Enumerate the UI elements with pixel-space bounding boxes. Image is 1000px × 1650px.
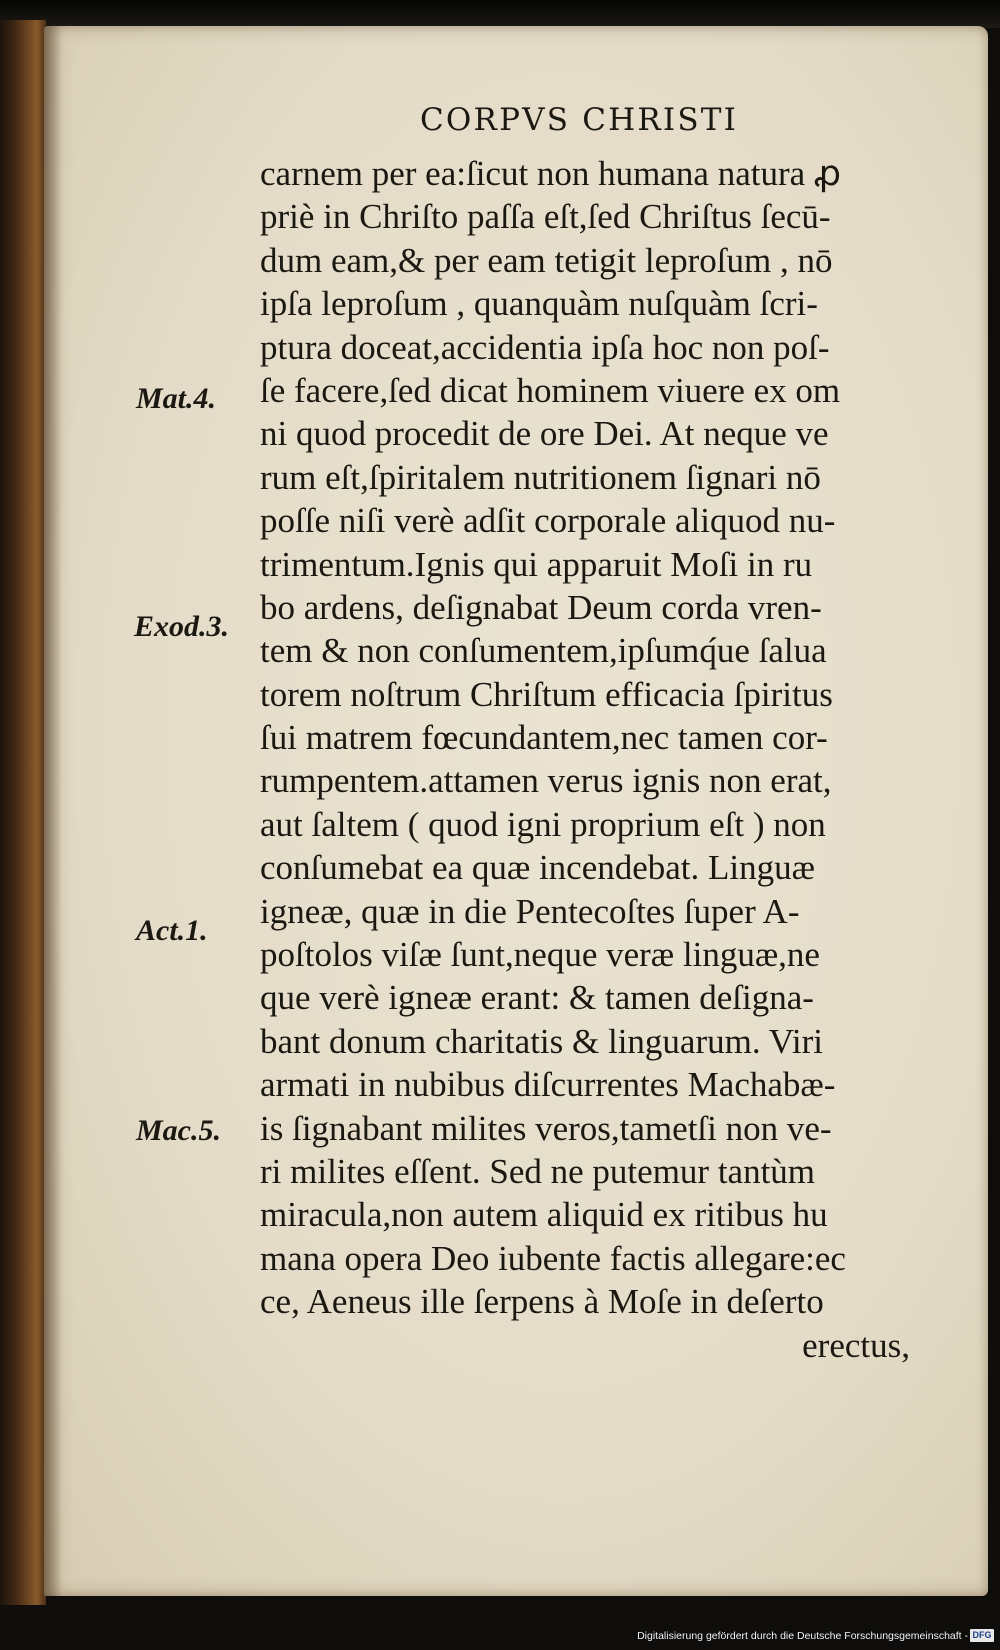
funding-credit: Digitalisierung gefördert durch die Deutsche Forschungsgemeinschaft - — [637, 1630, 968, 1642]
text-line: conſumebat ea quæ incendebat. Linguæ — [260, 848, 815, 888]
text-line: poſſe niſi verè adſit corporale aliquod nu- — [260, 501, 836, 541]
text-line: ſui matrem fœcundantem,nec tamen cor- — [260, 718, 828, 758]
text-line: que verè igneæ erant: & tamen deſigna- — [260, 978, 814, 1018]
text-line: ri milites eſſent. Sed ne putemur tantùm — [260, 1151, 816, 1191]
text-line: rum eſt,ſpiritalem nutritionem ſignari nō — [260, 457, 821, 497]
text-line: trimentum.Ignis qui apparuit Moſi in ru — [260, 544, 813, 584]
text-line: ptura doceat,accidentia ipſa hoc non poſ- — [260, 327, 830, 367]
text-line: ſe facere,ſed dicat hominem viuere ex om — [260, 370, 841, 410]
text-line: igneæ, quæ in die Pentecoſtes ſuper A- — [260, 891, 800, 931]
catchword-line: erectus, — [802, 1325, 910, 1365]
running-head: CORPVS CHRISTI — [420, 102, 739, 138]
text-line: ipſa leproſum , quanquàm nuſquàm ſcri- — [260, 284, 818, 324]
text-line: aut ſaltem ( quod igni proprium eſt ) non — [260, 804, 826, 844]
text-line: is ſignabant milites veros,tametſi non ve- — [260, 1108, 832, 1148]
text-line: tem & non conſumentem,ipſumq́ue ſalua — [260, 631, 827, 671]
text-line: carnem per ea:ſicut non humana natura ꝓ — [260, 154, 842, 193]
marginal-note-maccabees: Mac.5. — [136, 1114, 221, 1147]
text-line: miracula,non autem aliquid ex ritibus hu — [260, 1195, 828, 1235]
gutter-shadow — [44, 26, 62, 1596]
text-line: torem noſtrum Chriſtum efficacia ſpiritus — [260, 674, 833, 714]
text-line: armati in nubibus diſcurrentes Machabæ- — [260, 1065, 836, 1105]
text-line: dum eam,& per eam tetigit leproſum , nō — [260, 240, 833, 280]
text-line: ni quod procedit de ore Dei. At neque ve — [260, 414, 829, 454]
text-line: ce, Aeneus ille ſerpens à Moſe in deſerto — [260, 1282, 824, 1322]
top-edge — [0, 0, 1000, 28]
marginal-note-matthew: Mat.4. — [136, 382, 217, 415]
text-line: bo ardens, deſignabat Deum corda vren- — [260, 587, 822, 627]
text-line: rumpentem.attamen verus ignis non erat, — [260, 761, 832, 801]
text-line: mana opera Deo iubente factis allegare:ec — [260, 1238, 846, 1278]
marginal-note-exodus: Exod.3. — [134, 610, 230, 643]
marginal-note-acts: Act.1. — [136, 914, 208, 947]
text-line: priè in Chriſto paſſa eſt,ſed Chriſtus ſecū- — [260, 197, 831, 237]
dfg-logo: DFG — [970, 1629, 994, 1642]
text-line: poſtolos viſæ ſunt,neque veræ linguæ,ne — [260, 935, 820, 975]
book-spine — [0, 20, 46, 1605]
main-text-block — [260, 152, 950, 1367]
text-line: bant donum charitatis & linguarum. Viri — [260, 1021, 823, 1061]
